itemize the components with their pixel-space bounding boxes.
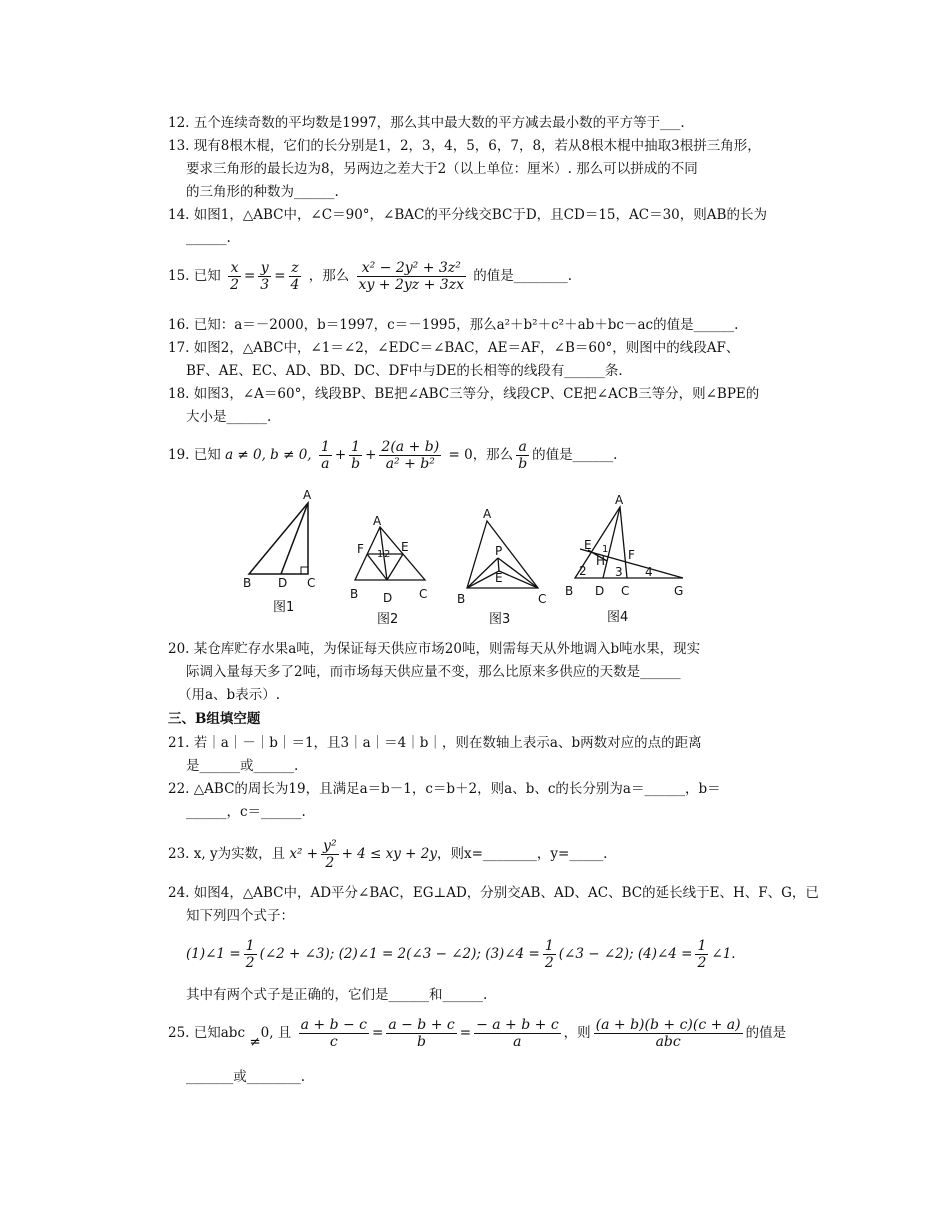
fig4-label-G: G <box>674 584 684 598</box>
fraction-25-2: $\frac{a - b + c}{b}$ <box>388 1017 455 1050</box>
figure-1 <box>249 503 308 574</box>
question-23-suffix: ，则x=________，y=_____. <box>437 846 608 862</box>
question-24-line-1: 24. 如图4，△ABC中，AD平分∠BAC，EG⊥AD，分别交AB、AD、AC、BC的延长线于E、H、F、G，已 <box>168 885 819 901</box>
question-23-term-1: x² + <box>289 846 319 862</box>
question-12: 12. 五个连续奇数的平均数是1997，那么其中最大数的平方减去最小数的平方等于___. <box>168 115 685 131</box>
formula-4-end: ∠1. <box>711 946 736 962</box>
question-20-line-2: 际调入量每天多了2吨，而市场每天供应量不变，那么比原来多供应的天数是______ <box>186 664 681 680</box>
question-24-line-2: 知下列四个式子： <box>186 908 294 924</box>
question-20-line-1: 20. 某仓库贮存水果a吨，为保证每天供应市场20吨，则需每天从外地调入b吨水果，现实 <box>168 641 701 657</box>
fig2-label-B: B <box>350 587 359 601</box>
question-15-suffix: 的值是________. <box>473 268 573 284</box>
fig2-caption: 图2 <box>377 612 399 625</box>
question-19-prefix: 19. 已知 <box>168 447 221 463</box>
formula-3-4: (∠3 − ∠2); (4)∠4 = <box>558 946 693 962</box>
fig2-label-A: A <box>373 514 382 528</box>
section-b-heading: 三、B组填空题 <box>168 711 261 727</box>
question-13-line-3: 的三角形的种数为______. <box>186 184 339 200</box>
question-18-line-1: 18. 如图3，∠A＝60°，线段BP、BE把∠ABC三等分，线段CP、CE把∠ACB三等分，则∠BPE的 <box>168 386 760 402</box>
fraction-25-1: $\frac{a + b - c}{c}$ <box>300 1017 368 1050</box>
fig4-label-C: C <box>621 584 630 598</box>
fig3-label-E: E <box>495 571 503 585</box>
question-21-line-1: 21. 若｜a｜－｜b｜＝1，且3｜a｜＝4｜b｜，则在数轴上表示a、b两数对应的点的距离 <box>168 735 702 751</box>
fraction-a-over-b: $\frac{a}{b}$ <box>518 439 528 472</box>
question-16: 16. 已知：a＝－2000，b＝1997，c＝－1995，那么a²＋b²＋c²＋ab＋bc－ac的值是______. <box>168 317 739 333</box>
fig4-label-E: E <box>584 538 592 552</box>
fig4-label-4: 4 <box>645 565 653 579</box>
question-13-line-2: 要求三角形的最长边为8，另两边之差大于2（以上单位：厘米）. 那么可以拼成的不同 <box>186 161 698 177</box>
fraction-25-product: $\frac{(a + b)(b + c)(c + a)}{\text{abc}}$ <box>595 1017 741 1050</box>
question-22-line-1: 22. △ABC的周长为19，且满足a＝b－1，c＝b＋2，则a、b、c的长分别为a＝______，b＝ <box>168 781 721 797</box>
fig2-label-D: D <box>383 591 393 605</box>
question-19-equals: = 0 <box>448 447 473 463</box>
fig2-label-C: C <box>419 587 428 601</box>
question-15-mid: ，那么 <box>308 268 350 284</box>
question-18-line-2: 大小是______. <box>186 409 272 425</box>
fig2-label-2: 2 <box>384 549 391 560</box>
fraction-x-over-2: $\frac{x}{2}$ <box>230 260 239 293</box>
question-15: 15. 已知 $\frac{x}{2}$ = $\frac{y}{3}$ = $\frac{z}{4}$ ，那么 $\frac{\text{x² − 2y² + 3z²}}{xy + 2yz + 3zx}$ 的值是________. <box>168 260 573 293</box>
fig4-label-3: 3 <box>615 565 623 579</box>
question-13-line-1: 13. 现有8根木棍，它们的长分别是1，2，3，4，5，6，7，8，若从8根木棍中抽取3根拼三角形， <box>168 138 761 154</box>
fraction-z-over-4: $\frac{z}{4}$ <box>290 260 300 293</box>
fig4-label-H: H <box>596 554 606 568</box>
question-23-prefix: 23. x, y为实数，且 <box>168 846 286 862</box>
fig4-label-F: F <box>628 548 635 562</box>
question-19-mid: ，那么 <box>472 447 514 463</box>
question-17-line-1: 17. 如图2，△ABC中，∠1＝∠2，∠EDC＝∠BAC，AE＝AF，∠B＝60°，则图中的线段AF、 <box>168 340 740 356</box>
question-20-line-3: （用a、b表示）. <box>178 687 280 703</box>
question-19-condition: a ≠ 0, b ≠ 0, <box>225 447 312 463</box>
fraction-2ab-over-sum-squares: $\frac{2(a + b)}{\text{a² + b²}}$ <box>381 439 440 472</box>
question-25-prefix: 25. 已知abc <box>168 1025 246 1041</box>
question-19: 19. 已知 a ≠ 0, b ≠ 0, $\frac{1}{a}$ + $\frac{1}{b}$ + $\frac{2(a + b)}{\text{a² + b²}}$ = 0，那么 $\frac{a}{b}$ 的值是______. <box>168 439 618 472</box>
fig1-label-C: C <box>307 576 316 590</box>
fig2-label-1: 1 <box>377 549 384 560</box>
fig2-label-F: F <box>357 542 364 556</box>
fraction-one-half-3: $\frac{1}{2}$ <box>697 938 707 971</box>
question-24-line-4: 其中有两个式子是正确的，它们是______和______. <box>186 987 488 1003</box>
figures-row <box>235 485 705 625</box>
question-25-suffix: 的值是 <box>745 1025 787 1041</box>
fig2-label-E: E <box>401 540 409 554</box>
fig4-caption: 图4 <box>607 610 629 625</box>
fraction-one-half-1: $\frac{1}{2}$ <box>245 938 255 971</box>
question-25-mid: ，则 <box>563 1025 591 1041</box>
question-23 <box>168 832 607 876</box>
fig1-caption: 图1 <box>273 600 295 615</box>
fraction-y-over-3: $\frac{y}{3}$ <box>260 260 270 293</box>
formula-1-2-3: (∠2 + ∠3); (2)∠1 = 2(∠3 − ∠2); (3)∠4 = <box>259 946 540 962</box>
fig3-label-C: C <box>538 592 547 606</box>
fraction-25-3: $\frac{- a + b + c}{a}$ <box>476 1017 559 1050</box>
question-25-neq: ≠ <box>249 1034 261 1050</box>
question-15-prefix: 15. 已知 <box>168 268 221 284</box>
fig4-label-2: 2 <box>579 564 587 578</box>
question-21-line-2: 是______或______. <box>186 758 299 774</box>
question-23-term-2: + 4 ≤ xy + 2y <box>341 846 437 862</box>
question-14-line-2: ______. <box>186 230 231 246</box>
fraction-1-over-a: $\frac{1}{a}$ <box>320 439 330 472</box>
formula-1-start: (1)∠1 = <box>186 946 241 962</box>
question-17-line-2: BF、AE、EC、AD、BD、DC、DF中与DE的长相等的线段有______条. <box>186 363 623 379</box>
question-14-line-1: 14. 如图1，△ABC中，∠C＝90°，∠BAC的平分线交BC于D，且CD＝15，AC＝30，则AB的长为 <box>168 207 767 223</box>
figure-1-triangle <box>249 503 308 574</box>
fig4-label-1: 1 <box>602 544 609 555</box>
fig1-label-D: D <box>278 576 288 590</box>
fig4-label-D: D <box>595 584 605 598</box>
question-25-line-2: _______或________. <box>186 1069 306 1085</box>
fig3-label-A: A <box>483 507 492 521</box>
question-25: 25. 已知abc ≠0, 且 $\frac{a + b - c}{c}$ = $\frac{a - b + c}{b}$ = $\frac{- a + b + c}{a}$ ，则 $\frac{(a + b)(b + c)(c + a)}{\text{abc}}$ 的值是 <box>168 1017 787 1050</box>
fig1-label-A: A <box>303 488 312 502</box>
fraction-one-half-2: $\frac{1}{2}$ <box>544 938 554 971</box>
question-24-formulas <box>186 932 736 976</box>
question-25-zero: 0, 且 <box>260 1025 292 1041</box>
fig3-label-P: P <box>495 544 503 558</box>
fraction-y2-over-2: $\frac{\text{y²}}{2}$ <box>323 838 337 871</box>
fraction-big-expression: $\frac{\text{x² − 2y² + 3z²}}{xy + 2yz + 3zx}$ <box>358 260 464 293</box>
fig4-label-A: A <box>615 493 624 507</box>
fig1-label-B: B <box>243 576 252 590</box>
question-19-suffix: 的值是______. <box>532 447 618 463</box>
fig3-caption: 图3 <box>489 612 511 625</box>
question-22-line-2: ______，c＝______. <box>186 804 306 820</box>
fig3-label-B: B <box>457 592 466 606</box>
fraction-1-over-b: $\frac{1}{b}$ <box>351 439 361 472</box>
fig4-label-B: B <box>565 584 574 598</box>
figure-1-bisector <box>281 503 308 574</box>
